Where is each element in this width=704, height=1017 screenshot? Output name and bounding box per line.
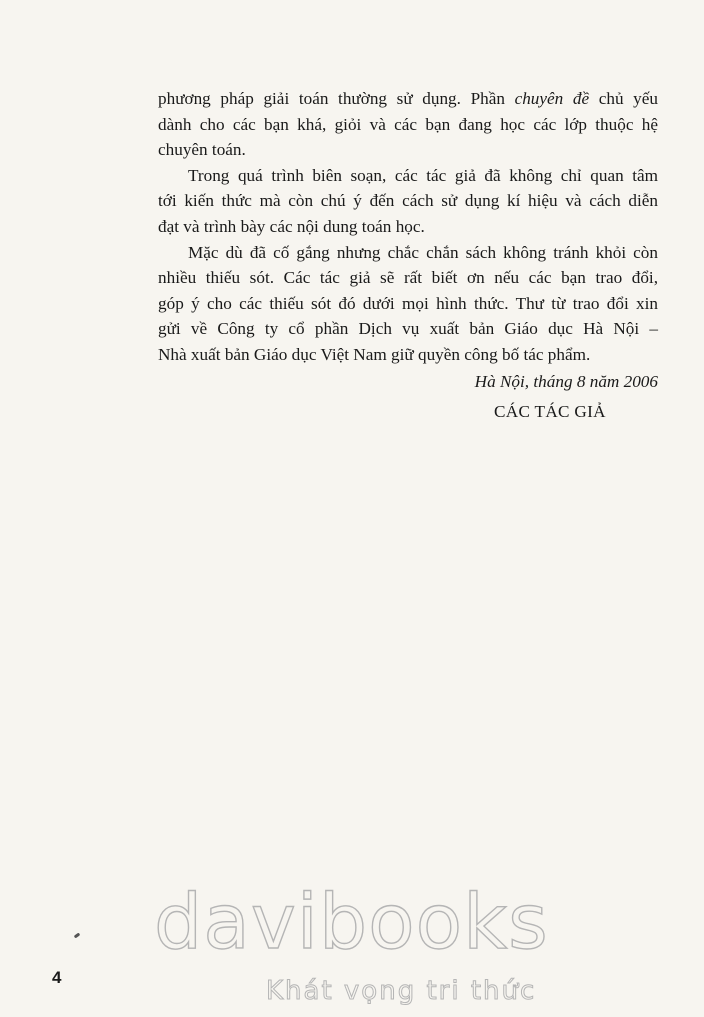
paragraph-2-line-1: Trong quá trình biên soạn, các tác giả đã không chỉ quan tâm (188, 165, 658, 185)
ink-speck (74, 933, 81, 939)
paragraph-1-line-3: chuyên toán. (158, 140, 246, 160)
text-run: phương pháp giải toán thường sử dụng. Phần (158, 89, 515, 108)
signature-date: Hà Nội, tháng 8 năm 2006 (474, 372, 658, 391)
text-run: chủ yếu (589, 89, 658, 108)
signature-authors: CÁC TÁC GIẢ (494, 402, 606, 421)
paragraph-1-line-1 (158, 86, 658, 112)
paragraph-3-line-2: nhiều thiếu sót. Các tác giả sẽ rất biết ơn nếu các bạn trao đổi, (158, 268, 658, 288)
italic-term: chuyên đề (514, 89, 590, 108)
paragraph-3-line-4: gửi về Công ty cổ phần Dịch vụ xuất bản Giáo dục Hà Nội – (158, 319, 658, 339)
body-text (158, 86, 658, 368)
paragraph-2-line-2: tới kiến thức mà còn chú ý đến cách sử dụng kí hiệu và cách diễn (158, 191, 658, 211)
paragraph-3-line-5: Nhà xuất bản Giáo dục Việt Nam giữ quyền công bố tác phẩm. (158, 344, 591, 364)
paragraph-1-line-2: dành cho các bạn khá, giỏi và các bạn đang học các lớp thuộc hệ (158, 114, 658, 134)
watermark-brand: davibooks (154, 877, 549, 966)
page-number: 4 (52, 968, 62, 987)
watermark-tagline: Khát vọng tri thức (266, 976, 537, 1006)
paragraph-3-line-1: Mặc dù đã cố gắng nhưng chắc chắn sách không tránh khỏi còn (188, 242, 658, 262)
paragraph-2 (158, 163, 658, 240)
paragraph-2-line-3: đạt và trình bày các nội dung toán học. (158, 216, 425, 236)
paragraph-1 (158, 86, 658, 163)
paragraph-3-line-3: góp ý cho các thiếu sót đó dưới mọi hình thức. Thư từ trao đổi xin (158, 293, 658, 313)
paragraph-3 (158, 240, 658, 368)
